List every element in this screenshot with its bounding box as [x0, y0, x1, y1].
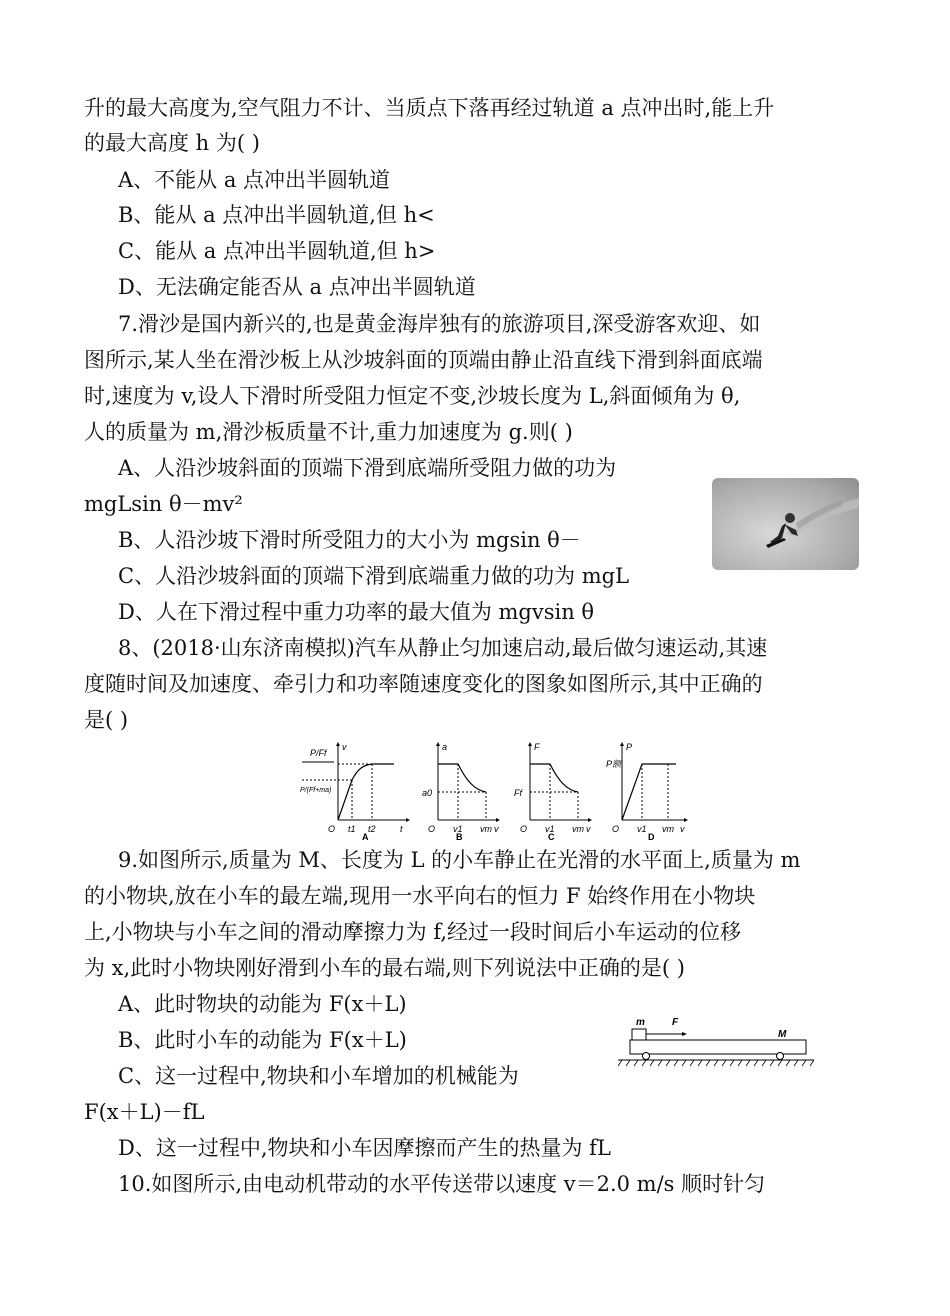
graph-a: [300, 742, 410, 840]
graph-c-tick: Ff: [514, 788, 522, 798]
graph-a-ylabel: v: [342, 742, 347, 752]
graph-d-origin: O: [612, 824, 620, 834]
q8-text-line-3: 是( ): [84, 708, 129, 732]
q6-option-a: A、不能从 a 点冲出半圆轨道: [118, 168, 391, 192]
graph-b-ylabel: a: [442, 742, 448, 752]
graph-a-xlabel: t: [400, 824, 403, 834]
q6-text-line-1: 升的最大高度为,空气阻力不计、当质点下落再经过轨道 a 点冲出时,能上升: [84, 96, 775, 120]
graph-d-x2: vm: [662, 824, 674, 834]
block-label: m: [636, 1017, 645, 1028]
graph-c-ylabel: F: [534, 742, 540, 752]
graph-b-origin: O: [428, 824, 436, 834]
q7-text-line-1: 7.滑沙是国内新兴的,也是黄金海岸独有的旅游项目,深受游客欢迎、如: [118, 312, 761, 336]
q8-graphs-figure: [298, 740, 698, 844]
graph-c-x1: v1: [545, 824, 555, 834]
graph-a-tick-2: P/(Ff+ma): [300, 787, 332, 794]
q8-text-line-2: 度随时间及加速度、牵引力和功率随速度变化的图象如图所示,其中正确的: [84, 672, 763, 696]
graph-a-x1: t1: [348, 824, 356, 834]
q9-option-a: A、此时物块的动能为 F(x＋L): [118, 992, 407, 1016]
graph-a-origin: O: [328, 824, 336, 834]
graph-d-x1: v1: [637, 824, 647, 834]
q9-option-d: D、这一过程中,物块和小车因摩擦而产生的热量为 fL: [118, 1136, 611, 1160]
graph-a-x2: t2: [368, 824, 376, 834]
q9-text-line-3: 上,小物块与小车之间的滑动摩擦力为 f,经过一段时间后小车运动的位移: [84, 920, 742, 944]
graph-b-x2: vm: [480, 824, 492, 834]
graph-d: [606, 742, 688, 840]
q9-option-b: B、此时小车的动能为 F(x＋L): [118, 1028, 407, 1052]
graph-b-xlabel: v: [494, 824, 499, 834]
q9-text-line-2: 的小物块,放在小车的最左端,现用一水平向右的恒力 F 始终作用在小物块: [84, 884, 756, 908]
q9-text-line-1: 9.如图所示,质量为 M、长度为 L 的小车静止在光滑的水平面上,质量为 m: [118, 848, 801, 872]
q7-text-line-3: 时,速度为 v,设人下滑时所受阻力恒定不变,沙坡长度为 L,斜面倾角为 θ,: [84, 384, 741, 408]
q6-option-b: B、能从 a 点冲出半圆轨道,但 h<: [118, 203, 435, 227]
graph-b-caption: B: [456, 832, 463, 840]
q9-option-c-cont: F(x＋L)－fL: [84, 1100, 205, 1124]
q7-text-line-2: 图所示,某人坐在滑沙板上从沙坡斜面的顶端由静止沿直线下滑到斜面底端: [84, 348, 763, 372]
sand-sliding-photo: [712, 478, 859, 570]
cart-label: M: [778, 1029, 787, 1040]
q7-text-line-4: 人的质量为 m,滑沙板质量不计,重力加速度为 g.则( ): [84, 420, 573, 444]
graph-d-tick: P额: [606, 759, 622, 769]
graph-d-ylabel: P: [626, 742, 633, 752]
graph-c-x2: vm: [572, 824, 584, 834]
small-block: [632, 1029, 646, 1040]
q7-option-c: C、人沿沙坡斜面的顶端下滑到底端重力做的功为 mgL: [118, 564, 630, 588]
q6-text-line-2: 的最大高度 h 为( ): [84, 131, 260, 155]
graph-b: [422, 742, 500, 840]
q7-option-a-cont: mgLsin θ－mv²: [84, 492, 243, 516]
ground-hatching: [618, 1060, 814, 1066]
graph-b-tick: a0: [422, 788, 433, 798]
graph-a-caption: A: [362, 832, 369, 840]
graph-c-origin: O: [520, 824, 528, 834]
q6-option-d: D、无法确定能否从 a 点冲出半圆轨道: [118, 275, 476, 299]
q10-text-line-1: 10.如图所示,由电动机带动的水平传送带以速度 v＝2.0 m/s 顺时针匀: [118, 1172, 766, 1196]
q8-text-line-1: 8、(2018·山东济南模拟)汽车从静止匀加速启动,最后做匀速运动,其速: [118, 636, 768, 660]
cart-body: [630, 1040, 806, 1054]
graph-a-tick-1: P/Ff: [310, 748, 327, 758]
graph-c: [514, 742, 592, 840]
graph-d-xlabel: v: [680, 824, 685, 834]
q9-option-c: C、这一过程中,物块和小车增加的机械能为: [118, 1064, 519, 1088]
graph-c-xlabel: v: [586, 824, 591, 834]
force-label: F: [672, 1017, 679, 1028]
q7-option-b: B、人沿沙坡下滑时所受阻力的大小为 mgsin θ－: [118, 528, 581, 552]
q7-option-d: D、人在下滑过程中重力功率的最大值为 mgvsin θ: [118, 600, 595, 624]
graph-d-caption: D: [648, 832, 655, 840]
q9-text-line-4: 为 x,此时小物块刚好滑到小车的最右端,则下列说法中正确的是( ): [84, 956, 685, 980]
graph-c-caption: C: [548, 832, 555, 840]
sand-slider-figure: [712, 478, 859, 570]
q6-option-c: C、能从 a 点冲出半圆轨道,但 h>: [118, 239, 436, 263]
q7-option-a: A、人沿沙坡斜面的顶端下滑到底端所受阻力做的功为: [118, 456, 617, 480]
cart-block-figure: [618, 1013, 818, 1075]
graph-b-x1: v1: [453, 824, 463, 834]
